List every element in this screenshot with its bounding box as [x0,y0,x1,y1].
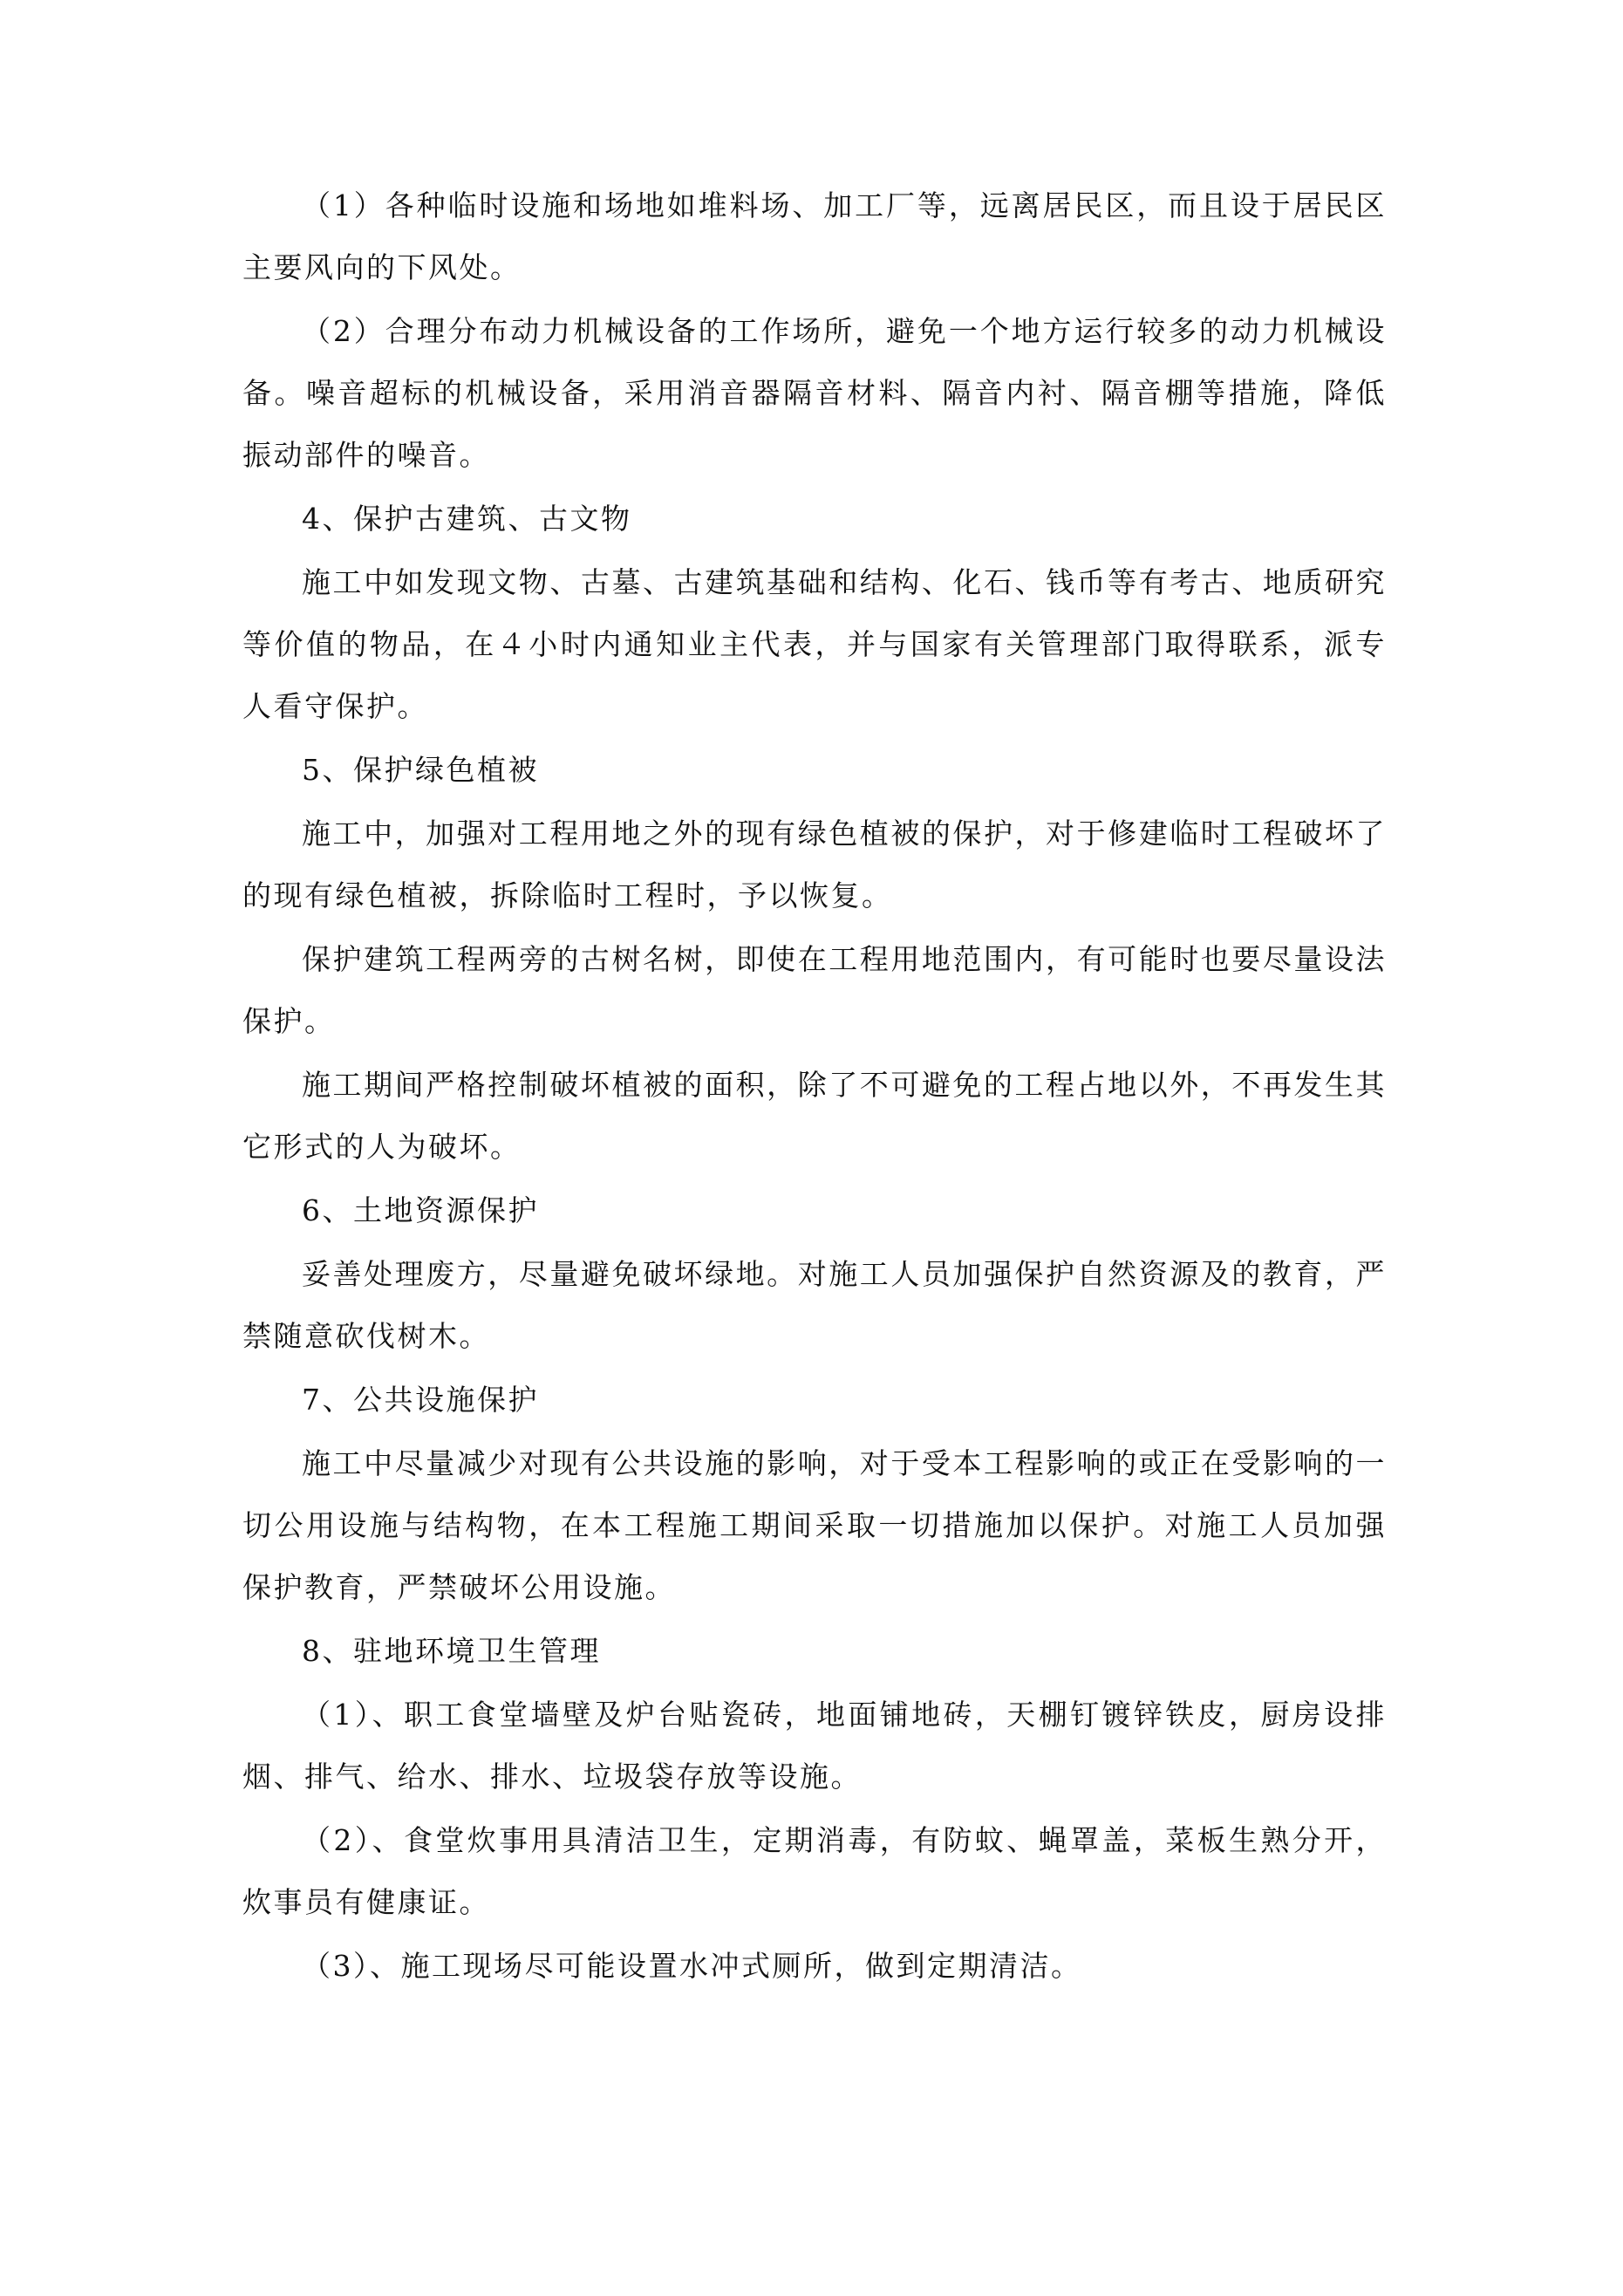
heading-public-facilities: 7、公共设施保护 [302,1383,539,1417]
heading-camp-hygiene: 8、驻地环境卫生管理 [302,1634,601,1668]
paragraph-land-resources: 妥善处理废方，尽量避免破坏绿地。对施工人员加强保护自然资源及的教育，严禁随意砍伐树木。 [242,1257,1387,1353]
paragraph-canteen-walls: （1）、职工食堂墙壁及炉台贴瓷砖，地面铺地砖，天棚钉镀锌铁皮，厨房设排烟、排气、给水、排水、垃圾袋存放等设施。 [242,1698,1387,1794]
paragraph-ancient-trees: 保护建筑工程两旁的古树名树，即使在工程用地范围内，有可能时也要尽量设法保护。 [242,942,1387,1038]
paragraph-public-facilities: 施工中尽量减少对现有公共设施的影响，对于受本工程影响的或正在受影响的一切公用设施与结构物，在本工程施工期间采取一切措施加以保护。对施工人员加强保护教育，严禁破坏公用设施。 [242,1446,1387,1604]
document-body [242,174,1387,1999]
paragraph-temporary-facilities: （1）各种临时设施和场地如堆料场、加工厂等，远离居民区，而且设于居民区主要风向的下风处。 [242,188,1387,284]
heading-protect-vegetation: 5、保护绿色植被 [302,753,539,787]
paragraph-toilets: （3）、施工现场尽可能设置水冲式厕所，做到定期清洁。 [302,1949,1082,1983]
paragraph-vegetation-area: 施工期间严格控制破坏植被的面积，除了不可避免的工程占地以外，不再发生其它形式的人为破坏。 [242,1068,1387,1164]
paragraph-heritage-discovery: 施工中如发现文物、古墓、古建筑基础和结构、化石、钱币等有考古、地质研究等价值的物品，在４小时内通知业主代表，并与国家有关管理部门取得联系，派专人看守保护。 [242,565,1387,723]
paragraph-machinery-noise: （2）合理分布动力机械设备的工作场所，避免一个地方运行较多的动力机械设备。噪音超标的机械设备，采用消音器隔音材料、隔音内衬、隔音棚等措施，降低振动部件的噪音。 [242,314,1387,472]
paragraph-canteen-utensils: （2）、食堂炊事用具清洁卫生，定期消毒，有防蚊、蝇罩盖，菜板生熟分开，炊事员有健康证。 [242,1823,1387,1919]
heading-protect-heritage: 4、保护古建筑、古文物 [302,502,632,536]
heading-land-resources: 6、土地资源保护 [302,1193,539,1227]
paragraph-vegetation-restore: 施工中，加强对工程用地之外的现有绿色植被的保护，对于修建临时工程破坏了的现有绿色植被，拆除临时工程时，予以恢复。 [242,817,1387,912]
